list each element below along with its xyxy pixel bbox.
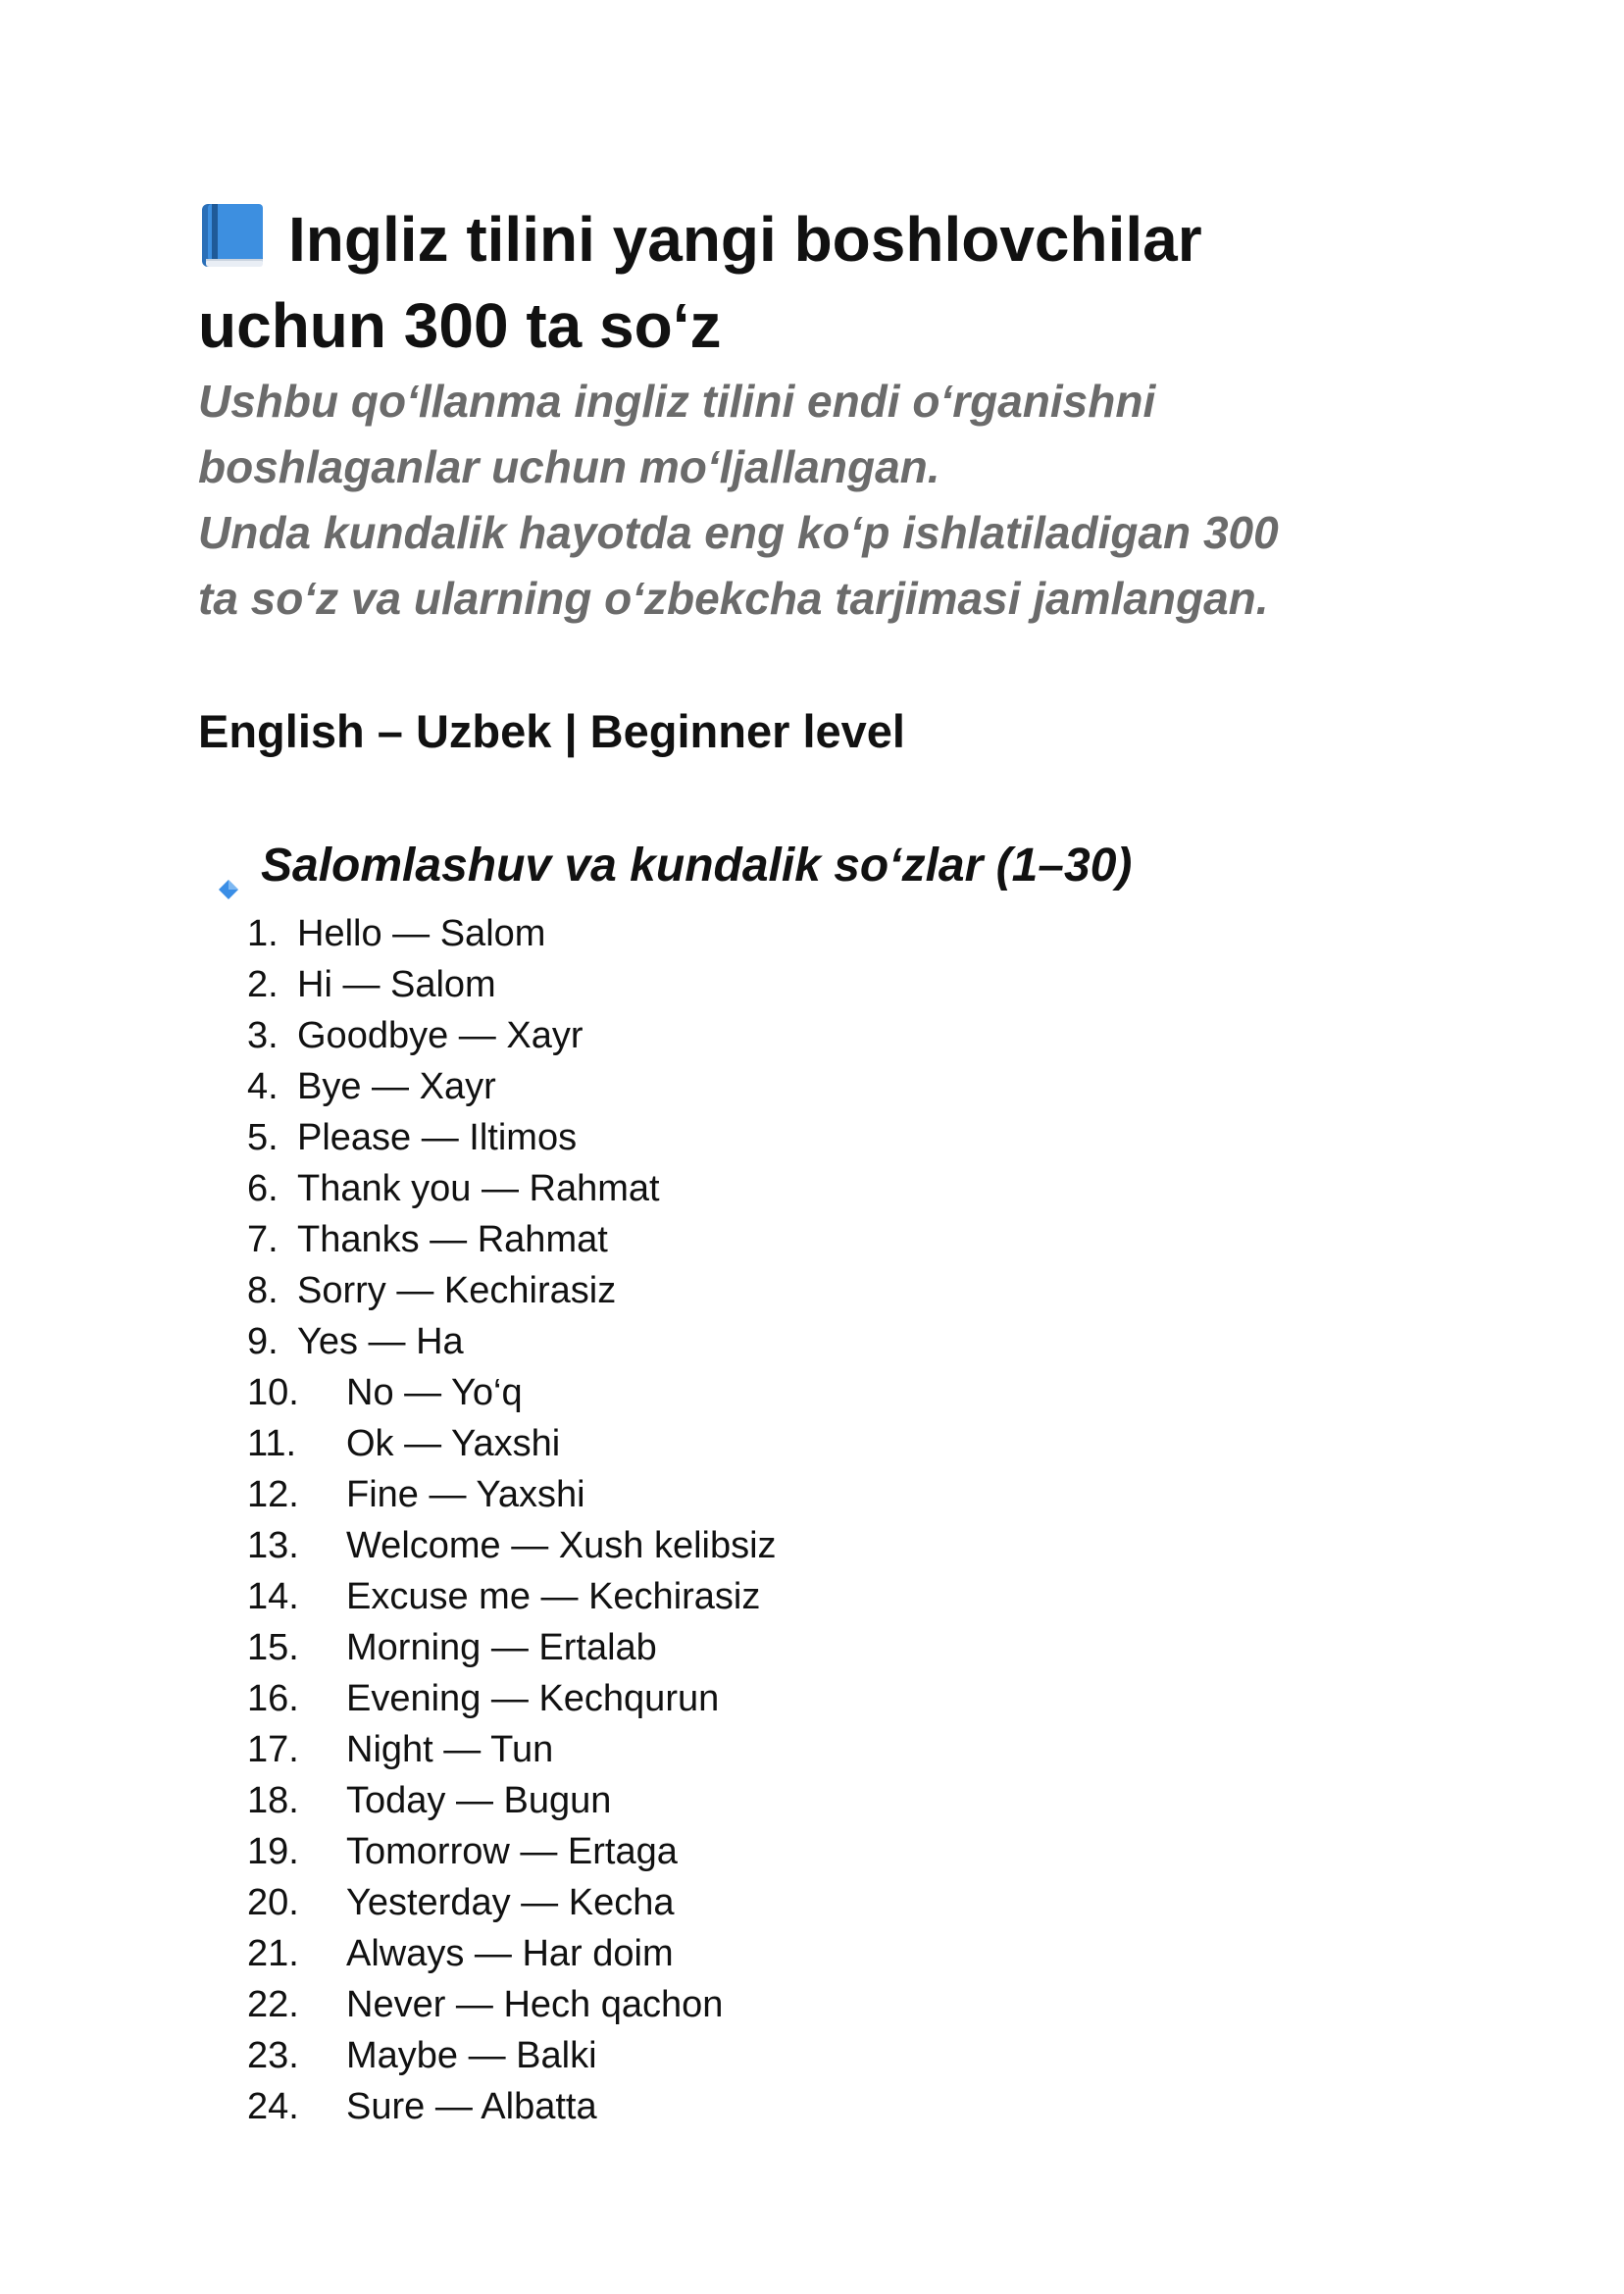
item-number: 17. <box>247 1729 299 1770</box>
subtitle-line: Unda kundalik hayotda eng ko‘p ishlatiladigan 300 <box>198 507 1279 558</box>
list-item <box>198 2081 1434 2132</box>
item-text: Excuse me — Kechirasiz <box>346 1576 761 1617</box>
item-text: Morning — Ertalab <box>346 1627 657 1668</box>
item-number: 10. <box>247 1372 299 1413</box>
subtitle-line: boshlaganlar uchun mo‘ljallangan. <box>198 441 940 492</box>
item-number: 23. <box>247 2035 299 2076</box>
list-item <box>198 1622 1434 1673</box>
small-blue-diamond-icon <box>218 855 239 877</box>
item-number: 6. <box>247 1168 279 1209</box>
section-heading <box>198 836 1434 896</box>
item-text: Sure — Albatta <box>346 2086 597 2127</box>
list-item <box>198 1061 1434 1112</box>
word-list <box>198 908 1434 2132</box>
list-item <box>198 1265 1434 1316</box>
list-item <box>198 1112 1434 1163</box>
item-number: 1. <box>247 913 279 954</box>
list-item <box>198 1724 1434 1775</box>
list-item <box>198 1928 1434 1979</box>
list-item <box>198 1418 1434 1469</box>
list-item <box>198 908 1434 959</box>
item-number: 8. <box>247 1270 279 1311</box>
item-number: 9. <box>247 1321 279 1362</box>
list-item <box>198 1877 1434 1928</box>
item-text: Yes — Ha <box>297 1321 464 1362</box>
item-text: Please — Iltimos <box>297 1117 578 1158</box>
item-text: Thank you — Rahmat <box>297 1168 660 1209</box>
list-item <box>198 1469 1434 1520</box>
item-text: Welcome — Xush kelibsiz <box>346 1525 777 1566</box>
list-item <box>198 1163 1434 1214</box>
item-text: Bye — Xayr <box>297 1066 496 1107</box>
item-number: 7. <box>247 1219 279 1260</box>
title-line-2: uchun 300 ta so‘z <box>198 290 722 361</box>
item-text: Sorry — Kechirasiz <box>297 1270 617 1311</box>
document-title <box>198 196 1434 369</box>
item-text: Hello — Salom <box>297 913 546 954</box>
list-item <box>198 1520 1434 1571</box>
item-number: 14. <box>247 1576 299 1617</box>
item-number: 15. <box>247 1627 299 1668</box>
list-item <box>198 2030 1434 2081</box>
item-text: Goodbye — Xayr <box>297 1015 584 1056</box>
item-text: Evening — Kechqurun <box>346 1678 720 1719</box>
list-item <box>198 1367 1434 1418</box>
blue-book-icon <box>198 202 267 269</box>
item-number: 3. <box>247 1015 279 1056</box>
item-number: 16. <box>247 1678 299 1719</box>
item-text: Tomorrow — Ertaga <box>346 1831 678 1872</box>
title-line-1: Ingliz tilini yangi boshlovchilar <box>288 204 1202 275</box>
section-heading-text: Salomlashuv va kundalik so‘zlar (1–30) <box>261 840 1133 892</box>
vocabulary-section <box>198 836 1434 2132</box>
item-number: 20. <box>247 1882 299 1923</box>
item-number: 11. <box>247 1423 297 1464</box>
item-text: Thanks — Rahmat <box>297 1219 608 1260</box>
item-text: No — Yo‘q <box>346 1372 523 1413</box>
list-item <box>198 1316 1434 1367</box>
list-item <box>198 1571 1434 1622</box>
list-item <box>198 1010 1434 1061</box>
item-text: Always — Har doim <box>346 1933 674 1974</box>
item-number: 5. <box>247 1117 279 1158</box>
item-text: Night — Tun <box>346 1729 554 1770</box>
item-number: 21. <box>247 1933 299 1974</box>
subtitle-line: Ushbu qo‘llanma ingliz tilini endi o‘rganishni <box>198 376 1156 427</box>
list-item <box>198 1673 1434 1724</box>
item-number: 19. <box>247 1831 299 1872</box>
list-item <box>198 1214 1434 1265</box>
list-item <box>198 1826 1434 1877</box>
subtitle-line: ta so‘z va ularning o‘zbekcha tarjimasi jamlangan. <box>198 573 1269 624</box>
item-text: Today — Bugun <box>346 1780 612 1821</box>
item-number: 24. <box>247 2086 299 2127</box>
item-text: Maybe — Balki <box>346 2035 597 2076</box>
item-number: 12. <box>247 1474 299 1515</box>
item-text: Yesterday — Kecha <box>346 1882 675 1923</box>
list-item <box>198 959 1434 1010</box>
item-number: 13. <box>247 1525 299 1566</box>
item-text: Hi — Salom <box>297 964 496 1005</box>
item-number: 2. <box>247 964 279 1005</box>
item-number: 22. <box>247 1984 299 2025</box>
item-number: 4. <box>247 1066 279 1107</box>
list-item <box>198 1979 1434 2030</box>
item-text: Never — Hech qachon <box>346 1984 724 2025</box>
document-subtitle <box>198 369 1434 632</box>
item-text: Fine — Yaxshi <box>346 1474 585 1515</box>
document-page <box>198 196 1434 2132</box>
level-heading: English – Uzbek | Beginner level <box>198 705 905 757</box>
item-number: 18. <box>247 1780 299 1821</box>
list-item <box>198 1775 1434 1826</box>
item-text: Ok — Yaxshi <box>346 1423 561 1464</box>
